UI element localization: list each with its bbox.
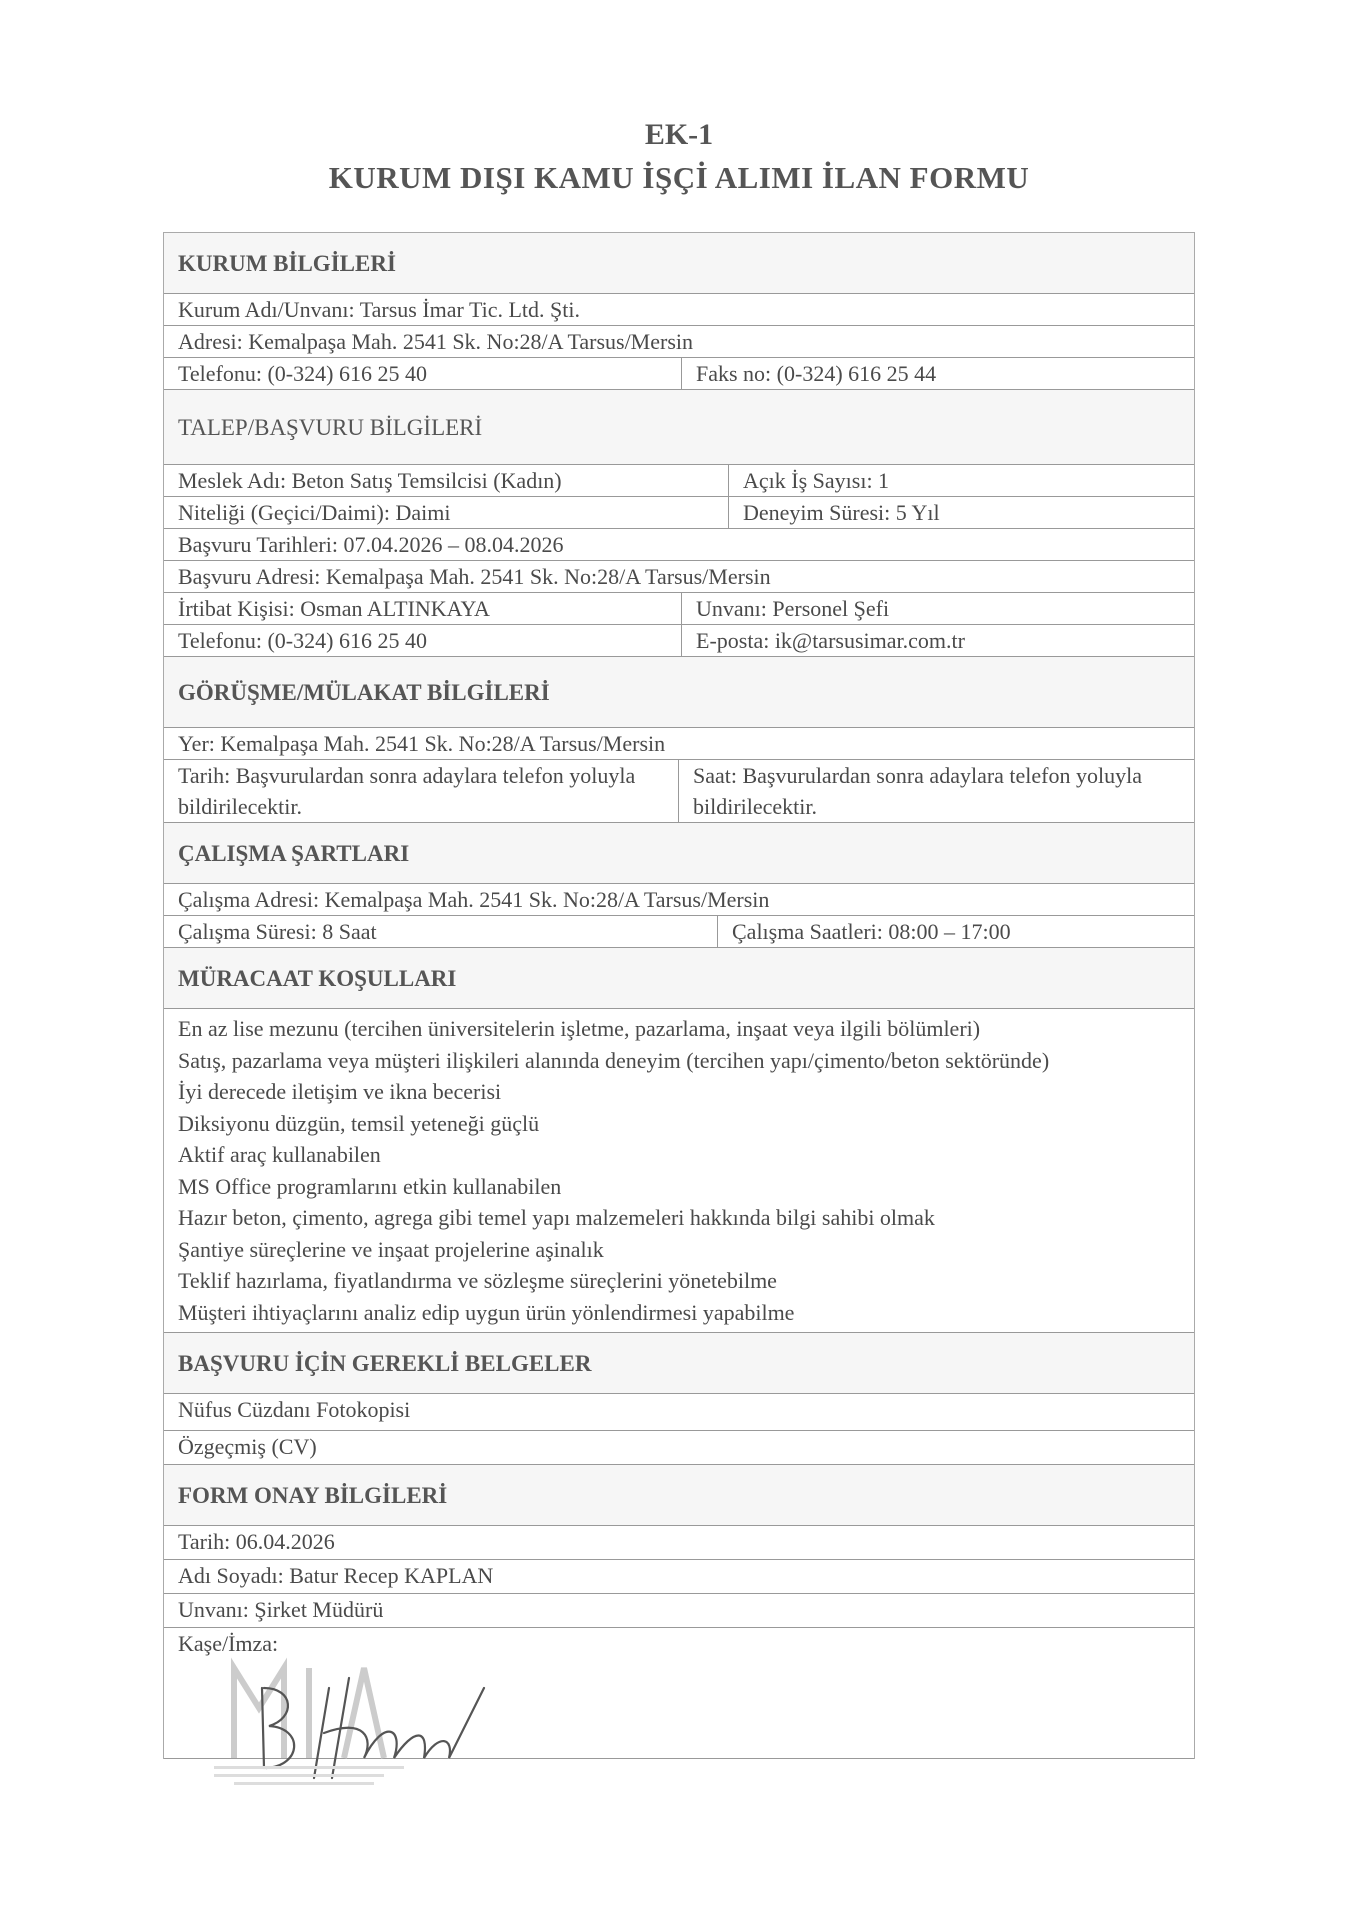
calisma-adres-row: Çalışma Adresi: Kemalpaşa Mah. 2541 Sk. No:28/A Tarsus/Mersin bbox=[164, 884, 1194, 916]
section-header-calisma: ÇALIŞMA ŞARTLARI bbox=[164, 823, 1194, 884]
irtibat-iletisim-row bbox=[164, 625, 1194, 657]
list-item: İyi derecede iletişim ve ikna becerisi bbox=[178, 1079, 502, 1104]
document-title: KURUM DIŞI KAMU İŞÇİ ALIMI İLAN FORMU bbox=[328, 160, 1030, 195]
calisma-suresi: Çalışma Süresi: 8 Saat bbox=[178, 919, 377, 944]
section-header-muracaat: MÜRACAAT KOŞULLARI bbox=[164, 948, 1194, 1009]
list-item: Satış, pazarlama veya müşteri ilişkileri alanında deneyim (tercihen yapı/çimento/beton sektöründe) bbox=[178, 1047, 1050, 1073]
gorusme-zaman-row bbox=[164, 760, 1194, 823]
list-item: Diksiyonu düzgün, temsil yeteneği güçlü bbox=[178, 1110, 540, 1136]
kurum-telefon-row bbox=[164, 358, 1194, 390]
irtibat-unvan: Unvanı: Personel Şefi bbox=[681, 593, 889, 624]
list-item: En az lise mezunu (tercihen üniversitelerin işletme, pazarlama, inşaat veya ilgili bölümleri) bbox=[178, 1016, 981, 1041]
onay-unvan-row: Unvanı: Şirket Müdürü bbox=[164, 1594, 1194, 1628]
onay-tarih-row: Tarih: 06.04.2026 bbox=[164, 1526, 1194, 1560]
nitelik-row bbox=[164, 497, 1194, 529]
irtibat-row bbox=[164, 593, 1194, 625]
acik-is-sayisi: Açık İş Sayısı: 1 bbox=[728, 465, 889, 496]
irtibat-kisisi: İrtibat Kişisi: Osman ALTINKAYA bbox=[178, 596, 490, 621]
nitelik: Niteliği (Geçici/Daimi): Daimi bbox=[178, 500, 451, 525]
signature-icon bbox=[214, 1648, 534, 1788]
kurum-telefon: Telefonu: (0-324) 616 25 40 bbox=[178, 361, 427, 386]
announcement-form bbox=[163, 232, 1195, 1759]
section-header-kurum: KURUM BİLGİLERİ bbox=[164, 233, 1194, 294]
section-header-gorusme: GÖRÜŞME/MÜLAKAT BİLGİLERİ bbox=[164, 657, 1194, 728]
calisma-sure-row bbox=[164, 916, 1194, 948]
calisma-saatleri: Çalışma Saatleri: 08:00 – 17:00 bbox=[717, 916, 1011, 947]
gorusme-yer-row: Yer: Kemalpaşa Mah. 2541 Sk. No:28/A Tarsus/Mersin bbox=[164, 728, 1194, 760]
list-item: Hazır beton, çimento, agrega gibi temel yapı malzemeleri hakkında bilgi sahibi olmak bbox=[178, 1205, 935, 1230]
section-header-belgeler: BAŞVURU İÇİN GEREKLİ BELGELER bbox=[164, 1333, 1194, 1394]
gorusme-tarih: Tarih: Başvurulardan sonra adaylara telefon yoluyla bildirilecektir. bbox=[178, 763, 636, 819]
list-item: Aktif araç kullanabilen bbox=[178, 1142, 381, 1167]
annex-label: EK-1 bbox=[644, 118, 714, 151]
onay-adi-row: Adı Soyadı: Batur Recep KAPLAN bbox=[164, 1560, 1194, 1594]
kurum-faks: Faks no: (0-324) 616 25 44 bbox=[681, 358, 936, 389]
belge-row: Özgeçmiş (CV) bbox=[164, 1431, 1194, 1465]
meslek-adi: Meslek Adı: Beton Satış Temsilcisi (Kadın) bbox=[178, 468, 562, 493]
section-header-talep: TALEP/BAŞVURU BİLGİLERİ bbox=[164, 390, 1194, 465]
belge-row: Nüfus Cüzdanı Fotokopisi bbox=[164, 1394, 1194, 1431]
basvuru-adresi-row: Başvuru Adresi: Kemalpaşa Mah. 2541 Sk. No:28/A Tarsus/Mersin bbox=[164, 561, 1194, 593]
meslek-row bbox=[164, 465, 1194, 497]
irtibat-eposta[interactable]: E-posta: ik@tarsusimar.com.tr bbox=[681, 625, 965, 656]
kase-imza-row bbox=[164, 1628, 1194, 1759]
list-item: Teklif hazırlama, fiyatlandırma ve sözleşme süreçlerini yönetebilme bbox=[178, 1268, 777, 1293]
list-item: Şantiye süreçlerine ve inşaat projelerine aşinalık bbox=[178, 1236, 604, 1262]
basvuru-tarihleri-row: Başvuru Tarihleri: 07.04.2026 – 08.04.2026 bbox=[164, 529, 1194, 561]
kase-imza-label: Kaşe/İmza: bbox=[178, 1631, 279, 1656]
section-header-onay: FORM ONAY BİLGİLERİ bbox=[164, 1465, 1194, 1526]
stamp-and-signature bbox=[214, 1648, 534, 1796]
kurum-adi-row: Kurum Adı/Unvanı: Tarsus İmar Tic. Ltd. Şti. bbox=[164, 294, 1194, 326]
kurum-adres-row: Adresi: Kemalpaşa Mah. 2541 Sk. No:28/A Tarsus/Mersin bbox=[164, 326, 1194, 358]
irtibat-telefon: Telefonu: (0-324) 616 25 40 bbox=[178, 628, 427, 653]
list-item: Müşteri ihtiyaçlarını analiz edip uygun ürün yönlendirmesi yapabilme bbox=[178, 1299, 795, 1325]
muracaat-list bbox=[164, 1009, 1194, 1333]
gorusme-saat: Saat: Başvurulardan sonra adaylara telefon yoluyla bildirilecektir. bbox=[678, 760, 1194, 822]
list-item: MS Office programlarını etkin kullanabilen bbox=[178, 1173, 562, 1199]
deneyim-suresi: Deneyim Süresi: 5 Yıl bbox=[728, 497, 940, 528]
